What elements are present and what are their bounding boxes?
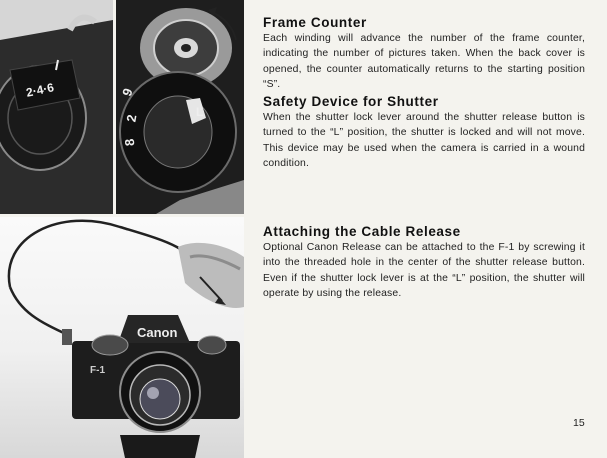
shutter-lock-photo	[116, 0, 244, 214]
svg-text:8: 8	[121, 138, 138, 147]
page-number: 15	[573, 417, 585, 429]
svg-text:2: 2	[123, 113, 140, 124]
camera-model: F-1	[90, 365, 105, 376]
frame-counter-section	[263, 15, 585, 92]
safety-device-body: When the shutter lock lever around the shutter release button is turned to the “L” position, the shutter is locked and will not move. This device may be used when the camera is carried in a wound condition.	[263, 112, 585, 169]
svg-text:9: 9	[119, 86, 136, 99]
camera-brand: Canon	[137, 325, 178, 340]
frame-counter-photo	[0, 0, 113, 214]
cable-release-section	[263, 224, 585, 301]
safety-device-heading: Safety Device for Shutter	[263, 94, 439, 109]
shutter-lock-letter: L	[196, 105, 204, 119]
cable-release-body: Optional Canon Release can be attached to the F-1 by screwing it into the threaded hole in the center of the shutter release button. Even if the shutter lock lever is at the “L” position, the shutter will operate by using the release.	[263, 242, 585, 299]
camera-cable-release-photo	[0, 217, 244, 458]
frame-counter-body: Each winding will advance the number of the frame counter, indicating the number of pictures taken. When the back cover is opened, the counter automatically returns to the starting position “S”.	[263, 33, 585, 90]
safety-device-section	[263, 94, 585, 171]
frame-counter-heading: Frame Counter	[263, 15, 367, 30]
cable-release-heading: Attaching the Cable Release	[263, 224, 461, 239]
frame-counter-scale: 2·4·6	[24, 80, 56, 100]
